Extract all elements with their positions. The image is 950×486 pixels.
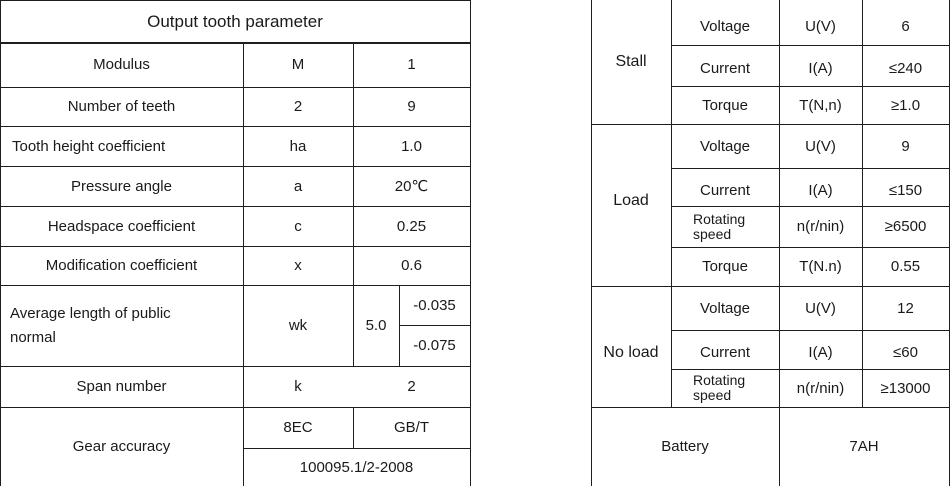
- row-label-modification: Modification coefficient: [45, 257, 198, 274]
- stall-voltage-name: Voltage: [699, 18, 751, 35]
- load-voltage-value: 9: [901, 137, 910, 155]
- noload-current-unit: I(A): [808, 344, 833, 361]
- tolerance-lower: -0.075: [413, 337, 456, 354]
- row-label-normal: Average length of public normal: [10, 304, 171, 346]
- load-torque-unit: T(N.n): [799, 258, 842, 275]
- noload-speed-value: ≥13000: [880, 379, 931, 397]
- row-symbol-modulus: M: [291, 56, 305, 73]
- load-speed-value: ≥6500: [884, 218, 927, 235]
- accuracy-standard-number: 100095.1/2-2008: [299, 458, 414, 476]
- table-title: Output tooth parameter: [147, 11, 323, 31]
- group-label-stall: Stall: [615, 53, 647, 70]
- row-symbol-span: k: [294, 378, 302, 395]
- row-symbol-height: ha: [289, 137, 307, 155]
- load-speed-name: Rotating speed: [693, 210, 746, 242]
- row-symbol-pressure: a: [293, 177, 303, 195]
- group-label-load: Load: [613, 191, 649, 209]
- battery-value: 7AH: [849, 438, 879, 455]
- row-value-modulus: 1: [407, 56, 416, 73]
- noload-voltage-unit: U(V): [805, 299, 836, 317]
- load-voltage-unit: U(V): [805, 137, 836, 155]
- noload-speed-unit: n(r/nin): [796, 379, 845, 397]
- stall-voltage-unit: U(V): [805, 18, 836, 35]
- load-current-unit: I(A): [808, 181, 833, 199]
- noload-voltage-name: Voltage: [699, 299, 751, 317]
- row-label-height: Tooth height coefficient: [12, 137, 166, 155]
- row-value-headspace: 0.25: [396, 217, 427, 235]
- row-symbol-teeth: 2: [293, 98, 303, 115]
- stall-torque-value: ≥1.0: [890, 96, 921, 114]
- left-border-right: [470, 0, 471, 486]
- row-label-accuracy: Gear accuracy: [72, 438, 171, 455]
- load-torque-name: Torque: [702, 258, 748, 275]
- stall-current-value: ≤240: [888, 60, 923, 77]
- row-symbol-headspace: c: [294, 217, 302, 235]
- tolerance-upper: -0.035: [413, 296, 456, 314]
- battery-label: Battery: [661, 438, 709, 455]
- load-voltage-name: Voltage: [699, 137, 751, 155]
- load-torque-value: 0.55: [890, 258, 921, 275]
- row-label-teeth: Number of teeth: [67, 98, 176, 115]
- row-value-span: 2: [407, 378, 416, 395]
- row-label-headspace: Headspace coefficient: [47, 217, 196, 235]
- stall-voltage-value: 6: [901, 18, 910, 35]
- load-current-value: ≤150: [888, 181, 923, 199]
- row-symbol-modification: x: [294, 257, 302, 274]
- row-value-teeth: 9: [407, 98, 416, 115]
- row-value-pressure: 20℃: [394, 177, 429, 195]
- accuracy-grade: 8EC: [283, 419, 313, 436]
- row-value-normal-base: 5.0: [365, 317, 387, 334]
- row-label-span: Span number: [76, 378, 167, 395]
- noload-current-name: Current: [699, 344, 751, 361]
- noload-current-value: ≤60: [893, 344, 918, 361]
- row-value-height: 1.0: [401, 137, 422, 155]
- accuracy-standard: GB/T: [393, 419, 429, 436]
- row-label-pressure: Pressure angle: [71, 177, 172, 195]
- stall-current-name: Current: [699, 60, 751, 77]
- row-value-modification: 0.6: [401, 257, 422, 274]
- row-symbol-normal: wk: [288, 317, 308, 334]
- noload-voltage-value: 12: [897, 299, 914, 317]
- stall-torque-unit: T(N,n): [799, 96, 842, 114]
- group-label-noload: No load: [603, 344, 659, 361]
- stall-current-unit: I(A): [808, 60, 833, 77]
- noload-speed-name: Rotating speed: [693, 372, 746, 403]
- stall-torque-name: Torque: [702, 96, 748, 114]
- load-speed-unit: n(r/nin): [796, 218, 845, 235]
- load-current-name: Current: [699, 181, 751, 199]
- row-label-modulus: Modulus: [93, 56, 150, 73]
